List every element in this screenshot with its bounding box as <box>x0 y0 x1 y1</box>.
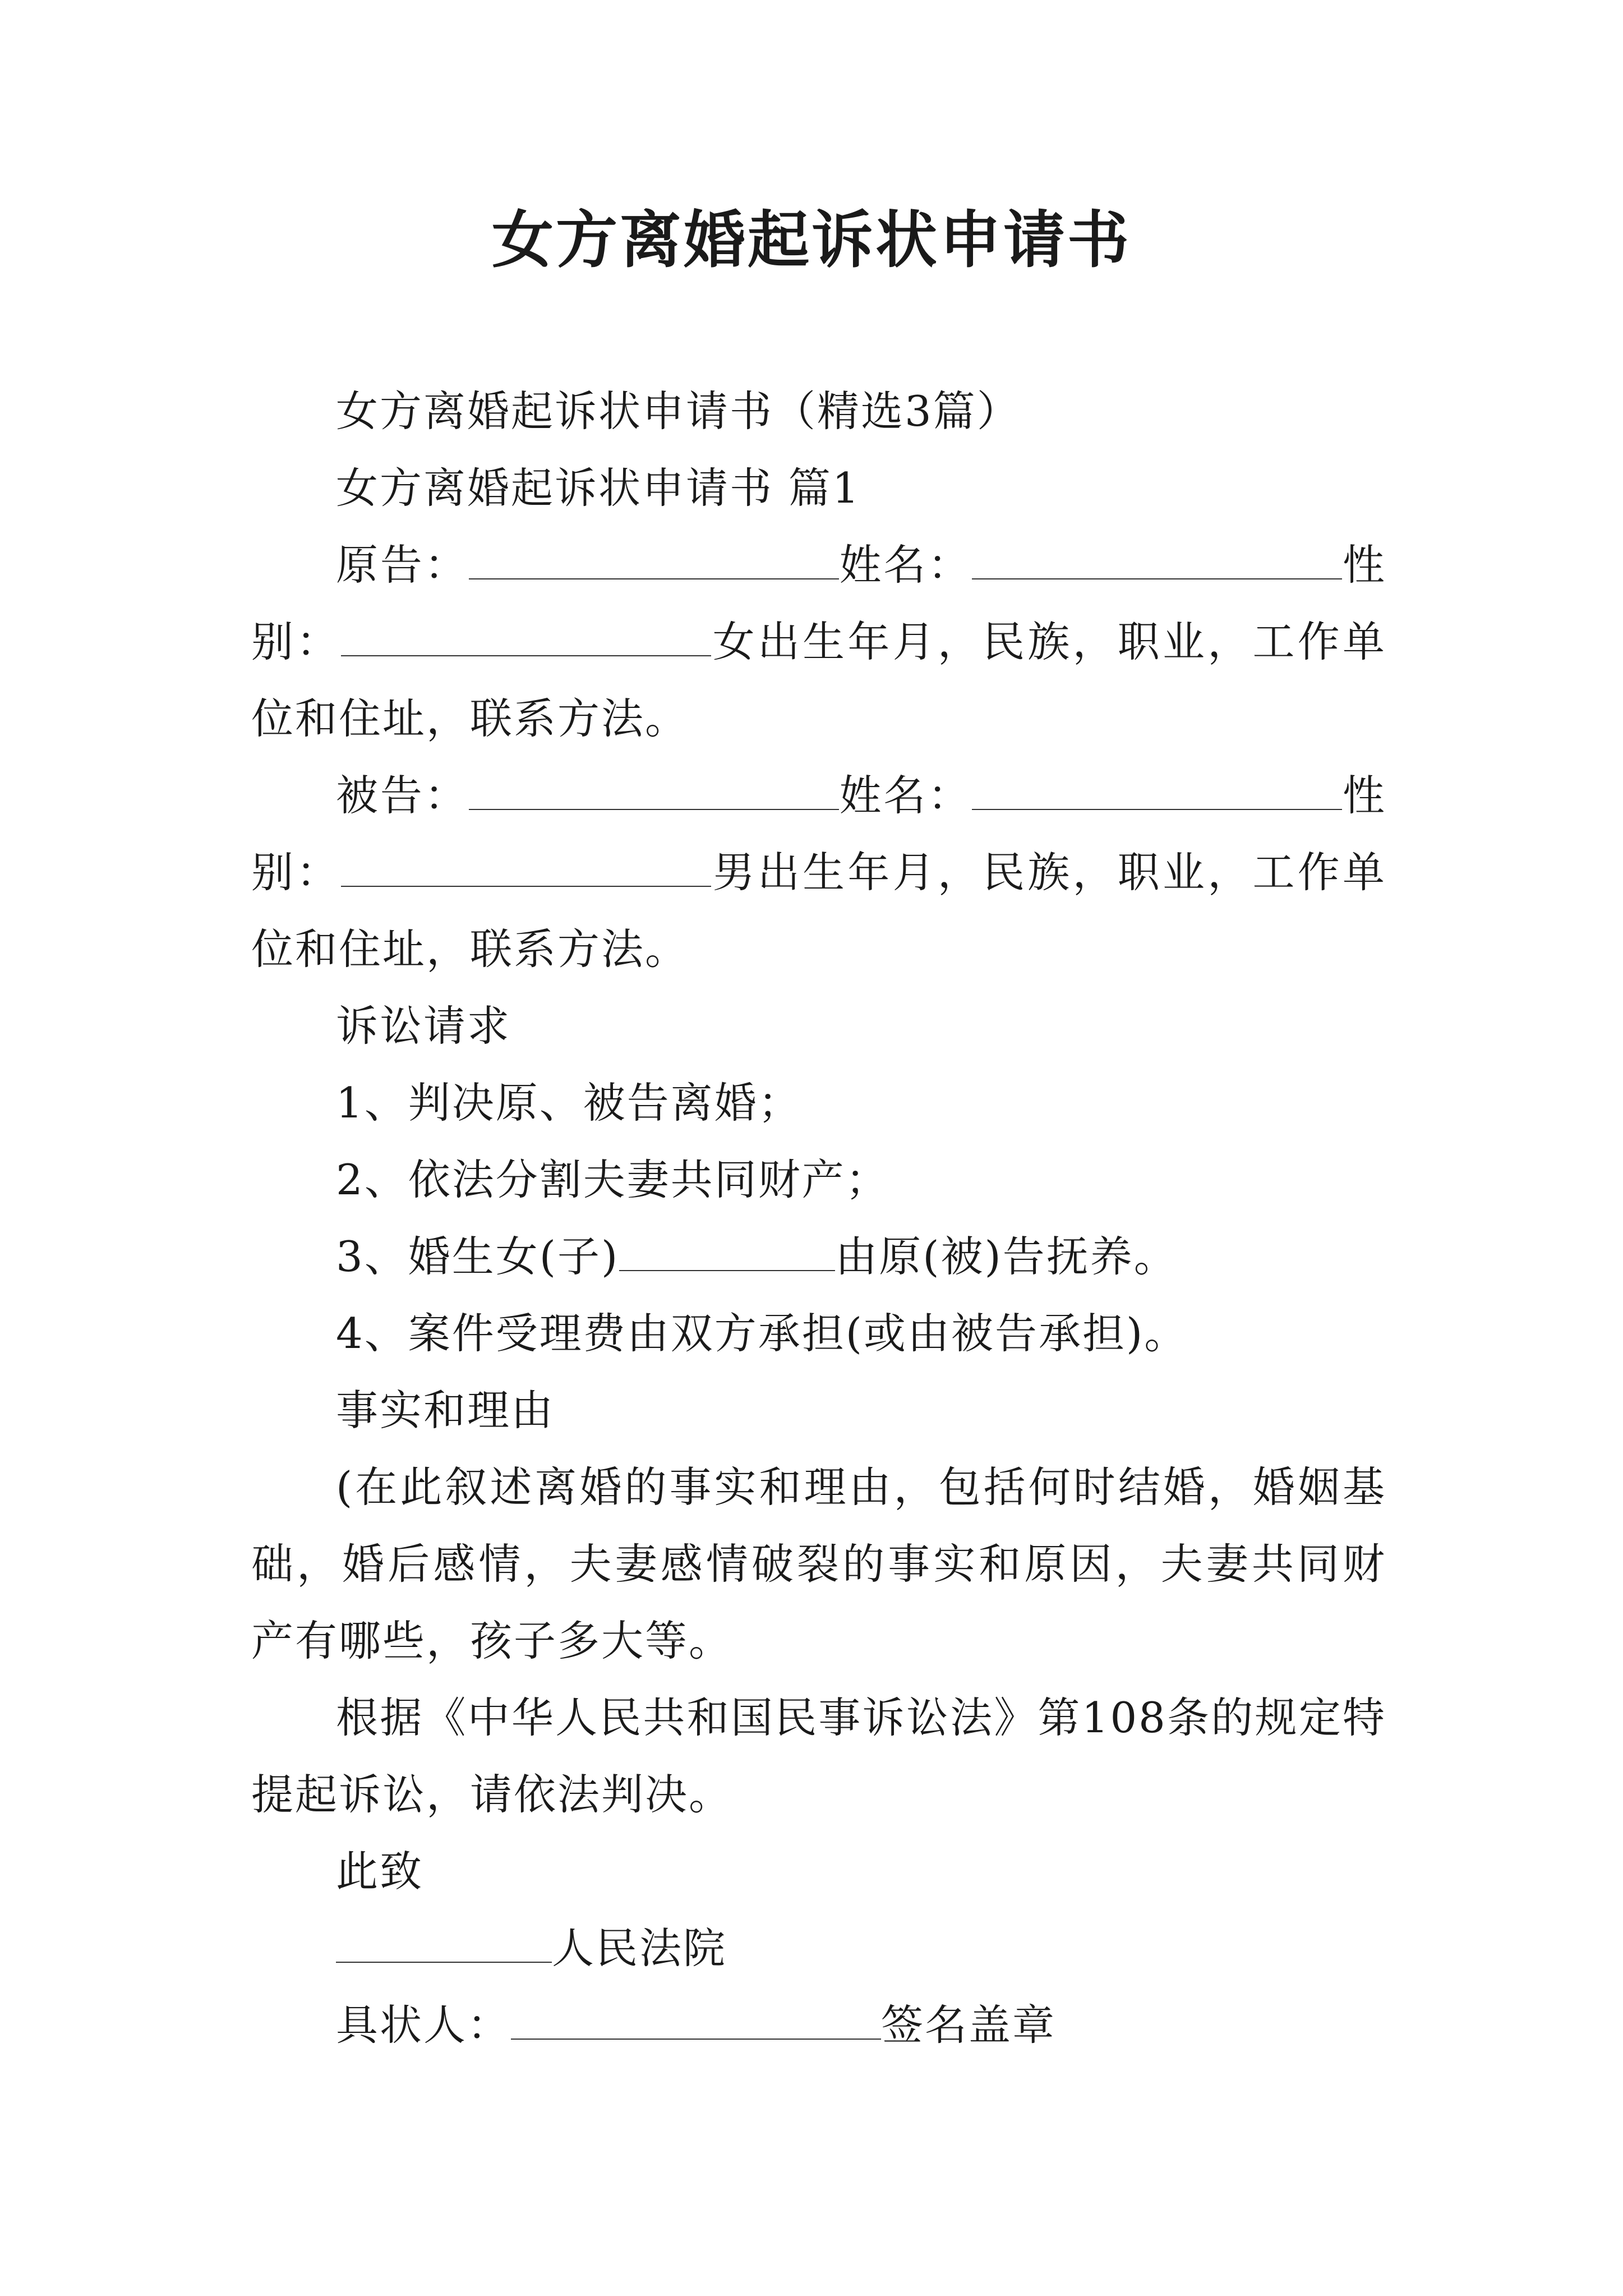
plaintiff-details: 出生年月，民族，职业，工作单位和住址，联系方法。 <box>251 617 1386 743</box>
claim-item-4: 4、案件受理费由双方承担(或由被告承担)。 <box>336 1309 1188 1358</box>
signer-line <box>251 1987 1386 2064</box>
court-name-blank <box>336 1929 552 1963</box>
signer-suffix: 签名盖章 <box>881 2000 1057 2050</box>
section-heading: 女方离婚起诉状申请书 篇1 <box>336 463 861 513</box>
document-body <box>251 373 1386 2064</box>
defendant-name-label: 姓名： <box>838 771 972 820</box>
legal-basis: 根据《中华人民共和国民事诉讼法》第108条的规定特提起诉讼，请依法判决。 <box>251 1693 1386 1819</box>
defendant-gender-prefix: 性别： <box>251 771 1386 897</box>
defendant-gender-blank <box>341 853 711 887</box>
defendant-blank <box>469 776 839 810</box>
claim-item-2: 2、依法分割夫妻共同财产； <box>336 1155 889 1204</box>
claim-item-3-text: 3、婚生女(子) <box>336 1232 620 1281</box>
facts-body: (在此叙述离婚的事实和理由，包括何时结婚，婚姻基础，婚后感情，夫妻感情破裂的事实和原因，夫妻共同财产有哪些，孩子多大等。 <box>251 1462 1386 1665</box>
defendant-label: 被告： <box>336 771 469 820</box>
plaintiff-gender-prefix: 性别： <box>251 540 1386 666</box>
court-suffix: 人民法院 <box>552 1924 727 1973</box>
defendant-name-blank <box>972 776 1342 810</box>
claim-item-3-suffix: 由原(被)告抚养。 <box>835 1232 1178 1281</box>
claim-item-1: 1、判决原、被告离婚； <box>336 1078 802 1128</box>
plaintiff-name-label: 姓名： <box>838 540 972 590</box>
facts-heading: 事实和理由 <box>336 1386 555 1435</box>
defendant-gender-value: 男 <box>711 848 758 897</box>
subtitle: 女方离婚起诉状申请书（精选3篇） <box>336 386 1021 436</box>
plaintiff-gender-blank <box>341 623 711 656</box>
closing-salutation: 此致 <box>336 1847 424 1896</box>
defendant-details: 出生年月，民族，职业，工作单位和住址，联系方法。 <box>251 848 1386 974</box>
claim-item-3 <box>251 1218 1386 1295</box>
plaintiff-blank <box>469 546 839 579</box>
defendant-paragraph <box>251 757 1386 988</box>
document-title: 女方离婚起诉状申请书 <box>492 204 1131 276</box>
plaintiff-name-blank <box>972 546 1342 579</box>
claims-heading: 诉讼请求 <box>336 1001 511 1051</box>
signer-blank <box>511 2006 881 2040</box>
plaintiff-paragraph <box>251 527 1386 757</box>
signer-label: 具状人： <box>336 2000 511 2050</box>
court-line <box>251 1910 1386 1987</box>
plaintiff-label: 原告： <box>336 540 469 590</box>
custody-child-blank <box>619 1237 835 1271</box>
plaintiff-gender-value: 女 <box>711 617 758 666</box>
